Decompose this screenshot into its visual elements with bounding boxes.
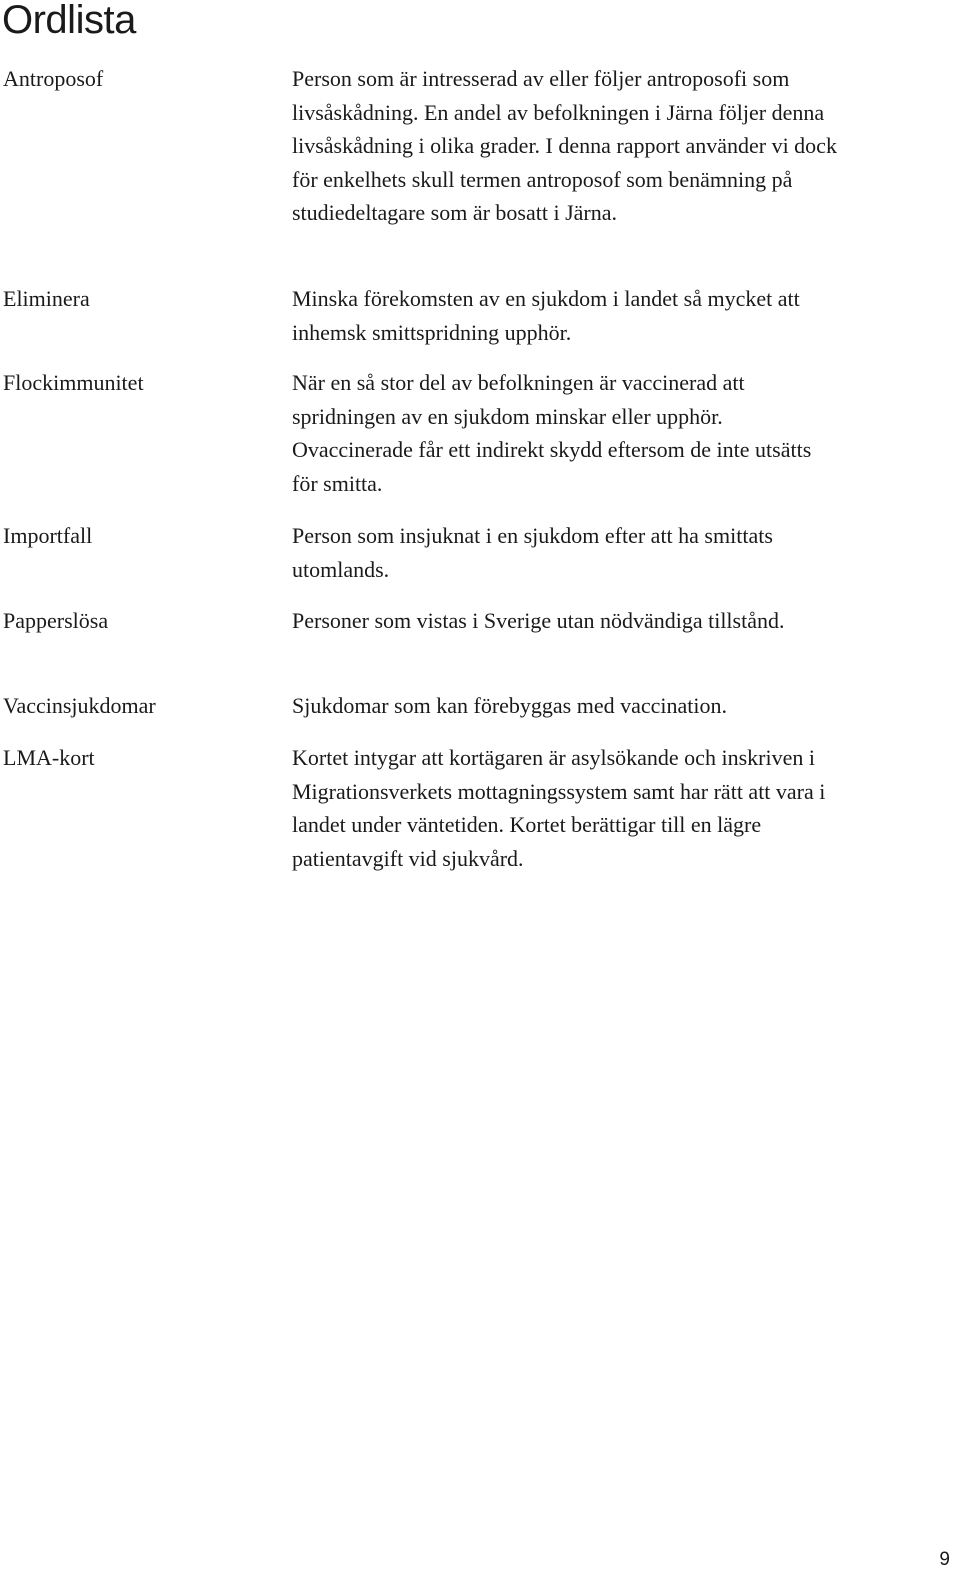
glossary-term: Antroposof [3, 66, 104, 91]
page-number: 9 [939, 1549, 950, 1570]
glossary-term: Eliminera [3, 286, 90, 311]
glossary-definition: Kortet intygar att kortägaren är asylsökande och inskriven i Migrationsverkets mottagningssystem samt har rätt att vara i landet under väntetiden. Kortet berättigar till en lägre patientavgift vid sjukvård. [292, 745, 826, 871]
glossary-term: Importfall [3, 523, 93, 548]
glossary-definition: Person som insjuknat i en sjukdom efter att ha smittats utomlands. [292, 523, 773, 582]
glossary-definition: När en så stor del av befolkningen är vaccinerad att spridningen av en sjukdom minskar eller upphör. Ovaccinerade får ett indirekt skydd eftersom de inte utsätts för smitta. [292, 370, 812, 496]
glossary-definition: Person som är intresserad av eller följer antroposofi som livsåskådning. En andel av befolkningen i Järna följer denna livsåskådning i olika grader. I denna rapport använder vi dock för enkelhets skull termen antroposof som benämning på studiedeltagare som är bosatt i Järna. [292, 66, 837, 226]
glossary-definition: Minska förekomsten av en sjukdom i landet så mycket att inhemsk smittspridning upphör. [292, 286, 800, 345]
glossary-term: Vaccinsjukdomar [3, 693, 156, 718]
glossary-term: Flockimmunitet [3, 370, 144, 395]
page-title: Ordlista [2, 0, 136, 42]
glossary-term: LMA-kort [3, 745, 95, 770]
glossary-term: Papperslösa [3, 608, 109, 633]
glossary-definition: Sjukdomar som kan förebyggas med vaccination. [292, 693, 728, 718]
glossary-definition: Personer som vistas i Sverige utan nödvändiga tillstånd. [292, 608, 785, 633]
